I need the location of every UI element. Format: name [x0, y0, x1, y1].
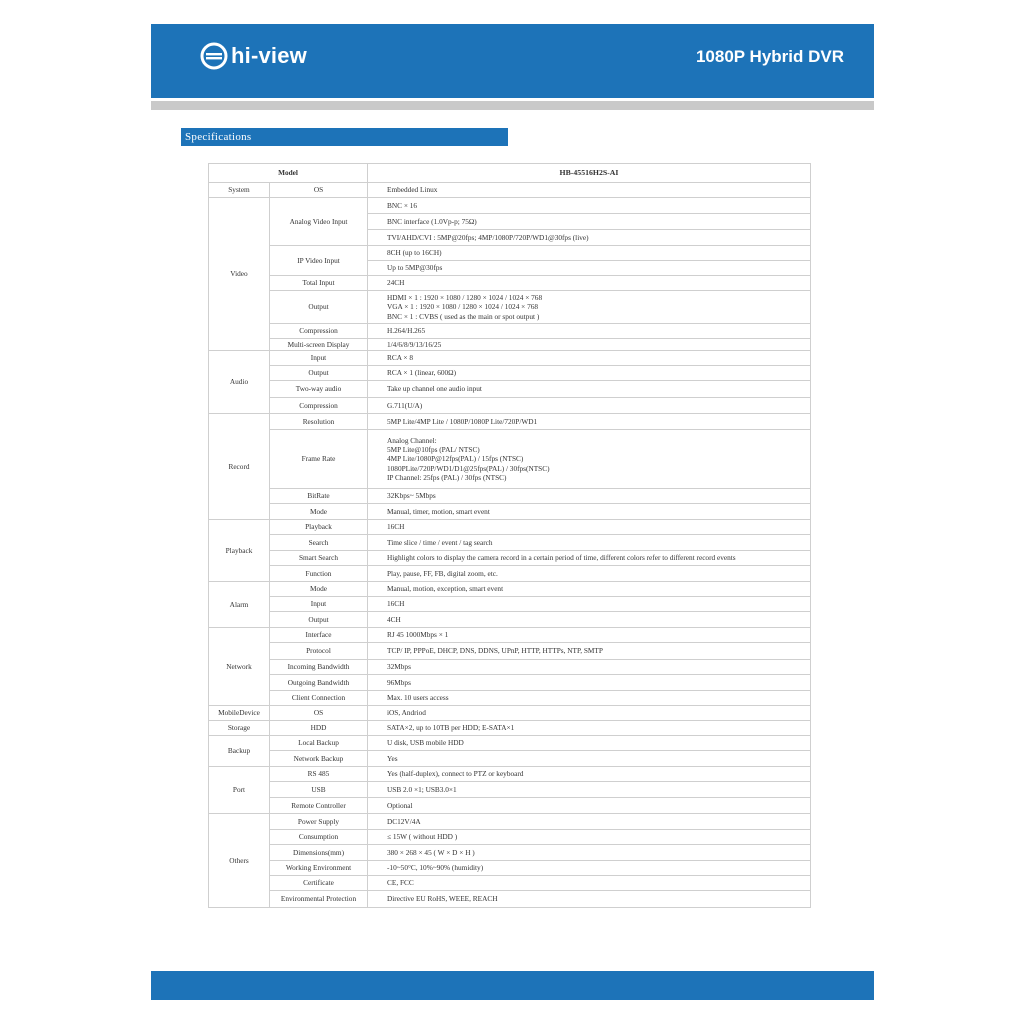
spec-item: Search — [270, 535, 368, 551]
spec-row — [209, 706, 811, 721]
spec-category: Record — [209, 414, 270, 520]
spec-value: TVI/AHD/CVI : 5MP@20fps; 4MP/1080P/720P/WD1@30fps (live) — [368, 230, 811, 246]
spec-item: Network Backup — [270, 751, 368, 767]
spec-value: RCA × 8 — [368, 351, 811, 366]
model-value: HB-45516H2S-AI — [368, 164, 811, 183]
spec-row — [209, 876, 811, 891]
spec-row — [209, 430, 811, 489]
spec-category: Port — [209, 767, 270, 814]
spec-item: Mode — [270, 504, 368, 520]
spec-item: Client Connection — [270, 691, 368, 706]
spec-value: 32Kbps~ 5Mbps — [368, 489, 811, 504]
spec-value: G.711(U/A) — [368, 398, 811, 414]
spec-value: BNC interface (1.0Vp-p; 75Ω) — [368, 214, 811, 230]
spec-row — [209, 660, 811, 675]
spec-item: Frame Rate — [270, 430, 368, 489]
spec-item: Dimensions(mm) — [270, 845, 368, 861]
spec-value: Max. 10 users access — [368, 691, 811, 706]
spec-item: OS — [270, 183, 368, 198]
spec-value: DC12V/4A — [368, 814, 811, 830]
spec-item: Local Backup — [270, 736, 368, 751]
spec-value: 1/4/6/8/9/13/16/25 — [368, 339, 811, 351]
spec-row — [209, 798, 811, 814]
spec-row — [209, 366, 811, 381]
spec-item: Environmental Protection — [270, 891, 368, 908]
spec-row — [209, 675, 811, 691]
spec-row — [209, 291, 811, 324]
spec-row — [209, 861, 811, 876]
spec-value: 32Mbps — [368, 660, 811, 675]
spec-item: Function — [270, 566, 368, 582]
spec-row — [209, 751, 811, 767]
spec-value: Manual, motion, exception, smart event — [368, 582, 811, 597]
spec-item: RS 485 — [270, 767, 368, 782]
spec-item: Interface — [270, 628, 368, 643]
spec-item: Input — [270, 351, 368, 366]
spec-item: BitRate — [270, 489, 368, 504]
spec-row — [209, 566, 811, 582]
model-label: Model — [209, 164, 368, 183]
spec-value: ≤ 15W ( without HDD ) — [368, 830, 811, 845]
spec-item: Output — [270, 291, 368, 324]
spec-value: SATA×2, up to 10TB per HDD; E-SATA×1 — [368, 721, 811, 736]
spec-item: Remote Controller — [270, 798, 368, 814]
spec-value: Take up channel one audio input — [368, 381, 811, 398]
spec-item: IP Video Input — [270, 246, 368, 276]
spec-row — [209, 691, 811, 706]
page-footer — [151, 971, 874, 1000]
spec-value: RCA × 1 (linear, 600Ω) — [368, 366, 811, 381]
spec-value: 5MP Lite/4MP Lite / 1080P/1080P Lite/720P/WD1 — [368, 414, 811, 430]
spec-item: Two-way audio — [270, 381, 368, 398]
spec-item: Smart Search — [270, 551, 368, 566]
spec-value: 16CH — [368, 520, 811, 535]
spec-category: Video — [209, 198, 270, 351]
spec-category: Playback — [209, 520, 270, 582]
spec-row — [209, 324, 811, 339]
spec-item: USB — [270, 782, 368, 798]
section-title: Specifications — [181, 128, 508, 146]
brand-logo — [200, 42, 307, 70]
spec-item: Resolution — [270, 414, 368, 430]
spec-value: 380 × 268 × 45 ( W × D × H ) — [368, 845, 811, 861]
spec-value: CE, FCC — [368, 876, 811, 891]
spec-value: Optional — [368, 798, 811, 814]
spec-item: OS — [270, 706, 368, 721]
spec-value: 8CH (up to 16CH) — [368, 246, 811, 261]
spec-row — [209, 721, 811, 736]
spec-value: RJ 45 1000Mbps × 1 — [368, 628, 811, 643]
spec-row — [209, 381, 811, 398]
spec-item: Playback — [270, 520, 368, 535]
spec-category: Alarm — [209, 582, 270, 628]
spec-item: Consumption — [270, 830, 368, 845]
spec-row — [209, 489, 811, 504]
spec-value: Play, pause, FF, FB, digital zoom, etc. — [368, 566, 811, 582]
spec-row — [209, 276, 811, 291]
spec-category: Others — [209, 814, 270, 908]
spec-row — [209, 582, 811, 597]
spec-category: System — [209, 183, 270, 198]
page-header — [151, 24, 874, 98]
model-row — [209, 164, 811, 183]
spec-category: Audio — [209, 351, 270, 414]
header-divider — [151, 101, 874, 110]
spec-row — [209, 339, 811, 351]
spec-value: 16CH — [368, 597, 811, 612]
spec-category: Storage — [209, 721, 270, 736]
spec-item: Compression — [270, 324, 368, 339]
spec-item: Multi-screen Display — [270, 339, 368, 351]
spec-category: Backup — [209, 736, 270, 767]
spec-item: Outgoing Bandwidth — [270, 675, 368, 691]
spec-row — [209, 767, 811, 782]
spec-row — [209, 736, 811, 751]
spec-value: U disk, USB mobile HDD — [368, 736, 811, 751]
spec-item: Output — [270, 612, 368, 628]
spec-row — [209, 504, 811, 520]
spec-item: Certificate — [270, 876, 368, 891]
product-title: 1080P Hybrid DVR — [695, 47, 844, 66]
spec-item: Incoming Bandwidth — [270, 660, 368, 675]
spec-value: TCP/ IP, PPPoE, DHCP, DNS, DDNS, UPnP, HTTP, HTTPs, NTP, SMTP — [368, 643, 811, 660]
spec-value: HDMI × 1 : 1920 × 1080 / 1280 × 1024 / 1024 × 768 VGA × 1 : 1920 × 1080 / 1280 × 1024 / 1024 × 768 BNC × 1 : CVBS ( used as the main or spot output ) — [368, 291, 811, 324]
spec-value: Time slice / time / event / tag search — [368, 535, 811, 551]
spec-value: 24CH — [368, 276, 811, 291]
spec-row — [209, 612, 811, 628]
spec-row — [209, 782, 811, 798]
brand-name: hi-view — [231, 43, 307, 68]
spec-value: USB 2.0 ×1; USB3.0×1 — [368, 782, 811, 798]
spec-value: BNC × 16 — [368, 198, 811, 214]
spec-value: Highlight colors to display the camera record in a certain period of time, different colors refer to different record events — [368, 551, 811, 566]
spec-item: Output — [270, 366, 368, 381]
spec-value: Directive EU RoHS, WEEE, REACH — [368, 891, 811, 908]
spec-item: Power Supply — [270, 814, 368, 830]
spec-row — [209, 643, 811, 660]
spec-value: 4CH — [368, 612, 811, 628]
spec-item: Protocol — [270, 643, 368, 660]
spec-row — [209, 246, 811, 261]
spec-row — [209, 845, 811, 861]
spec-value: iOS, Andriod — [368, 706, 811, 721]
spec-row — [209, 628, 811, 643]
spec-value: Embedded Linux — [368, 183, 811, 198]
spec-item: Compression — [270, 398, 368, 414]
spec-value: Analog Channel: 5MP Lite@10fps (PAL/ NTSC) 4MP Lite/1080P@12fps(PAL) / 15fps (NTSC) 1080PLite/720P/WD1/D1@25fps(PAL) / 30fps(NTSC) IP Channel: 25fps (PAL) / 30fps (NTSC) — [368, 430, 811, 489]
spec-value: Yes — [368, 751, 811, 767]
spec-row — [209, 398, 811, 414]
spec-item: Total Input — [270, 276, 368, 291]
spec-value: -10~50°C, 10%~90% (humidity) — [368, 861, 811, 876]
spec-row — [209, 814, 811, 830]
spec-row — [209, 183, 811, 198]
spec-item: Working Environment — [270, 861, 368, 876]
spec-row — [209, 414, 811, 430]
spec-row — [209, 535, 811, 551]
spec-item: Mode — [270, 582, 368, 597]
spec-row — [209, 891, 811, 908]
spec-table — [208, 163, 811, 908]
spec-value: Yes (half-duplex), connect to PTZ or keyboard — [368, 767, 811, 782]
spec-value: Manual, timer, motion, smart event — [368, 504, 811, 520]
hi-view-logo-icon — [200, 42, 228, 70]
spec-row — [209, 597, 811, 612]
spec-row — [209, 830, 811, 845]
spec-row — [209, 551, 811, 566]
spec-row — [209, 351, 811, 366]
spec-category: MobileDevice — [209, 706, 270, 721]
spec-row — [209, 198, 811, 214]
spec-item: HDD — [270, 721, 368, 736]
spec-item: Input — [270, 597, 368, 612]
spec-item: Analog Video Input — [270, 198, 368, 246]
spec-row — [209, 520, 811, 535]
spec-value: Up to 5MP@30fps — [368, 261, 811, 276]
spec-value: H.264/H.265 — [368, 324, 811, 339]
spec-category: Network — [209, 628, 270, 706]
spec-value: 96Mbps — [368, 675, 811, 691]
